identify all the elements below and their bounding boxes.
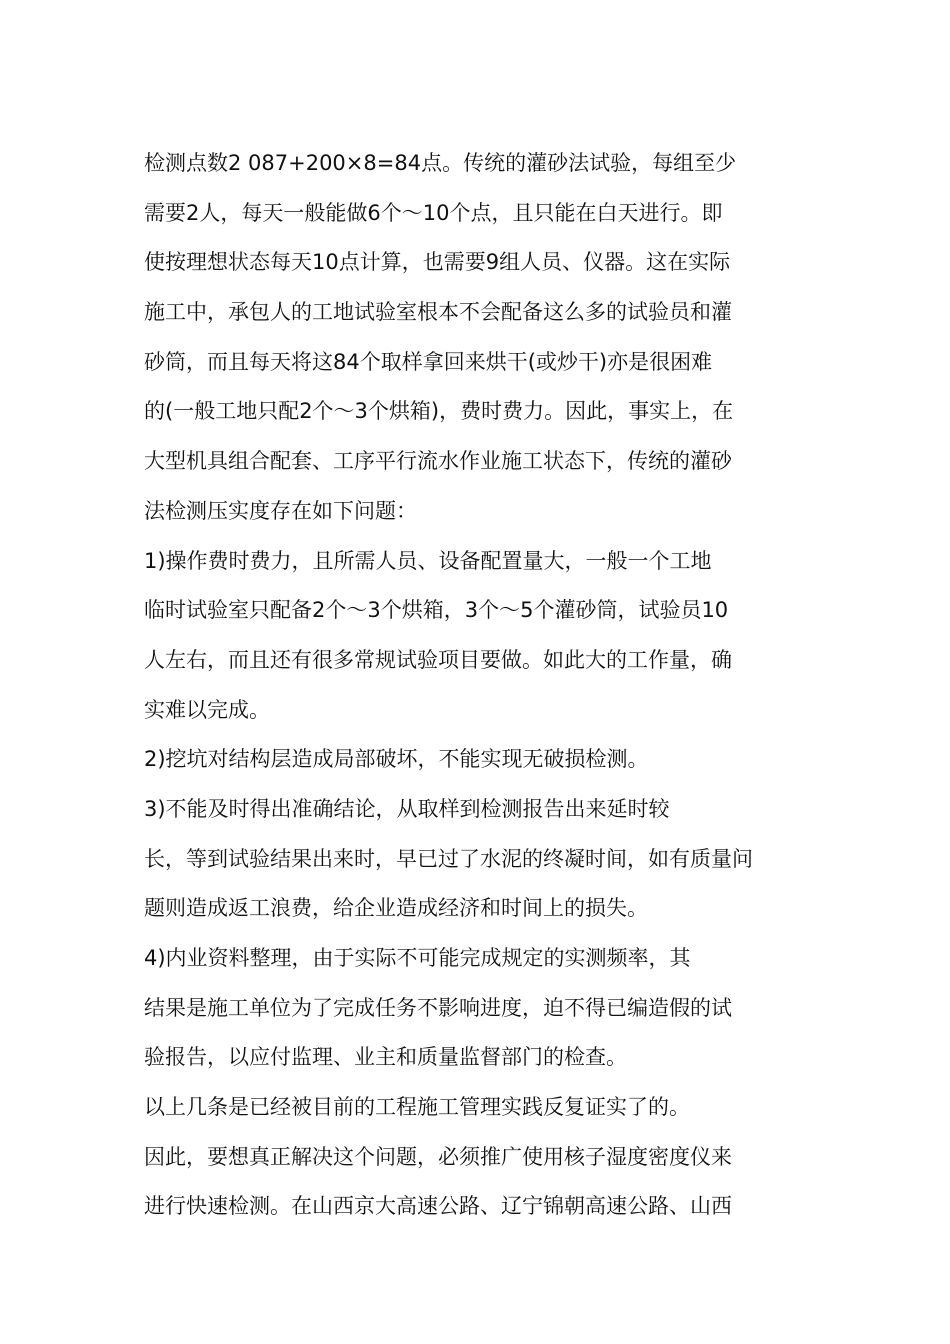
text-line-18: 结果是施工单位为了完成任务不影响进度，迫不得已编造假的试 [144,995,732,1020]
text-line-7: 大型机具组合配套、工序平行流水作业施工状态下，传统的灌砂 [144,449,732,474]
text-line-4: 施工中，承包人的工地试验室根本不会配备这么多的试验员和灌 [144,300,732,325]
text-line-20: 以上几条是已经被目前的工程施工管理实践反复证实了的。 [144,1095,690,1120]
text-line-17: 4)内业资料整理，由于实际不可能完成规定的实测频率，其 [144,946,691,971]
text-line-9: 1)操作费时费力，且所需人员、设备配置量大，一般一个工地 [144,548,712,573]
text-line-3: 使按理想状态每天10点计算，也需要9组人员、仪器。这在实际 [144,250,731,275]
text-line-5: 砂筒，而且每天将这84个取样拿回来烘干(或炒干)亦是很困难 [144,349,713,374]
text-line-22: 进行快速检测。在山西京大高速公路、辽宁锦朝高速公路、山西 [144,1194,732,1219]
text-line-13: 2)挖坑对结构层造成局部破坏，不能实现无破损检测。 [144,747,649,772]
text-line-1: 检测点数2 087+200×8=84点。传统的灌砂法试验，每组至少 [144,151,737,176]
text-line-16: 题则造成返工浪费，给企业造成经济和时间上的损失。 [144,896,648,921]
text-line-11: 人左右，而且还有很多常规试验项目要做。如此大的工作量，确 [144,648,732,673]
text-line-8: 法检测压实度存在如下问题： [144,498,417,523]
text-line-14: 3)不能及时得出准确结论，从取样到检测报告出来延时较 [144,797,670,822]
text-line-19: 验报告，以应付监理、业主和质量监督部门的检查。 [144,1045,627,1070]
text-line-2: 需要2人，每天一般能做6个～10个点，且只能在白天进行。即 [144,200,723,225]
body-text [144,151,844,1257]
text-line-12: 实难以完成。 [144,697,270,722]
text-line-15: 长，等到试验结果出来时，早已过了水泥的终凝时间，如有质量问 [144,846,753,871]
text-line-10: 临时试验室只配备2个～3个烘箱，3个～5个灌砂筒，试验员10 [144,598,729,623]
text-line-21: 因此，要想真正解决这个问题，必须推广使用核子湿度密度仪来 [144,1144,732,1169]
text-line-6: 的(一般工地只配2个～3个烘箱)，费时费力。因此，事实上，在 [144,399,734,424]
